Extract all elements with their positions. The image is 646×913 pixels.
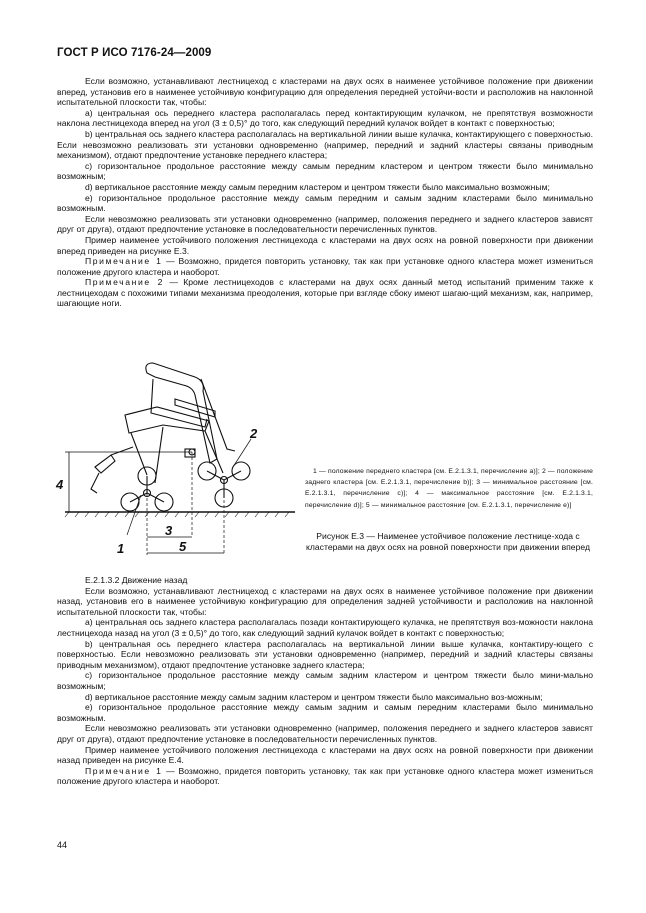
legend-text: 1 — положение переднего кластера [см. Е.2.1.3.1, перечисление а)]; 2 — положение заднего кластера [см. Е.2.1.3.1, перечисление b)]; 3 — минимальное расстояние [см. Е.2.1.3.1, перечисление c)]; 4 — максимальное расстояние [см. Е.2.1.3.1, перечисление d)]; 5 — минимальное расстояние [см. Е.2.1.3.1, перечисление e)] [305,468,593,509]
paragraph: Пример наименее устойчивого положения лестницехода с кластерами на двух осях на ровной поверхности при движении вперед приведен на рисунке Е.3. [57,234,593,256]
paragraph: Пример наименее устойчивого положения лестницехода с кластерами на двух осях на ровной поверхности при движении назад приведен на рисунке Е.4. [57,744,593,766]
wheelchair-handle [201,379,235,451]
figure-label-5: 5 [179,539,187,554]
rear-cluster-arms [207,471,241,498]
wheelchair-seat [151,379,207,427]
figure-label-3: 3 [165,523,173,538]
stair-climber-figure [55,355,300,563]
paragraph: Если возможно, устанавливают лестницеход с кластерами на двух осях в наименее устойчивое положение при движении вперед, установив его в наименее устойчивую конфигурацию для определения передней устойчи-вости и расположив на наклонной испытательной плоскости так, чтобы: [57,76,593,108]
paragraph: а) центральная ось переднего кластера располагалась перед контактирующим кулачком, не препятствуя возможности наклона лестницехода вперед на угол (3 ± 0,5)° до того, как следующий передний кулачок войдет в контакт с поверхностью; [57,107,593,129]
paragraph: b) центральная ось заднего кластера располагалась на вертикальной линии выше кулачка, контактирующего с поверхностью. Если невозможно реализовать эти установки одновременно (например, передний и задний кластеры связаны приводным механизмом), отдают предпочтение установке переднего кластера; [57,128,593,161]
leader-1 [127,495,141,535]
paragraph: e) горизонтальное продольное расстояние между самым задним и самым передним кластерами было минимально возможным. [57,702,593,723]
note-text: — Возможно, придется повторить установку, так как при установке одного кластера может измениться положение другого кластера и наоборот. [57,765,593,787]
note-text: — Возможно, придется повторить установку, так как при установке одного кластера может измениться положение другого кластера и наоборот. [57,256,593,277]
note-label: Примечание 2 [85,277,165,288]
paragraph: а) центральная ось заднего кластера располагалась позади контактирующего кулачка, не препятствуя воз-можности наклона лестницехода назад на угол (3 ± 0,5)° до того, как следующий задний кулачок войдет в контакт с поверхностью; [57,617,593,638]
paragraph: c) горизонтальное продольное расстояние между самым передним кластером и центром тяжести было минимально возможным; [57,160,593,182]
paragraph: d) вертикальное расстояние между самым задним кластером и центром тяжести было максимально воз-можным; [85,691,543,702]
figure-legend [305,466,593,511]
wheelchair-legrest [91,473,99,493]
note-label: Примечание 1 [85,256,163,267]
figure-label-2: 2 [250,426,258,441]
figure-label-1: 1 [117,541,125,556]
figure-caption: Рисунок Е.3 — Наименее устойчивое положение лестнице-хода с кластерами на двух осях на ровной поверхности при движении вперед [306,531,590,552]
page-number: 44 [57,840,68,850]
paragraph: Если невозможно реализовать эти установки одновременно (например, положения переднего и заднего кластеров зависят друг от друга), отдают предпочтение установке в последовательности перечисленных пунктов. [57,213,593,235]
document-header: ГОСТ Р ИСО 7176-24—2009 [57,47,212,59]
paragraph: Если невозможно реализовать эти установки одновременно (например, положения переднего и заднего кластеров зависят друг от друга), отдают предпочтение установке в последовательности перечисленных пунктов. [57,723,593,744]
note-text: — Кроме лестницеходов с кластерами на двух осях данный метод испытаний применим также к лестницеходам с похожими типами механизма преодоления, которые при взгляде сбоку имеют шагаю-щий механизм, как, например, шагающие ноги. [57,277,594,309]
section-heading: Е.2.1.3.2 Движение назад [85,575,188,585]
backward-section [57,575,593,787]
note-label: Примечание 1 [85,765,163,776]
paragraph: Если возможно, устанавливают лестницеход с кластерами на двух осях в наименее устойчивое положение при движении назад, установив его в наименее устойчивую конфигурацию для определения задней устойчивости и расположив на наклонной испытательной плоскости так, чтобы: [57,585,593,617]
figure-label-4: 4 [56,477,64,492]
wheelchair-frame [131,427,223,483]
paragraph: e) горизонтальное продольное расстояние между самым передним и самым задним кластерами было минимально возможным. [57,192,593,214]
paragraph: b) центральная ось переднего кластера располагалась на вертикальной линии выше кулачка, контактиру-ющего с поверхностью. Если невозможно реализовать эти установки одновременно (например, передний и задний кластеры связаны приводным механизмом), отдают предпочтение установке заднего кластера; [57,638,593,670]
wheelchair-footrest [95,447,133,473]
wheelchair-backrest [146,363,217,463]
leader-2 [233,439,251,467]
forward-section [57,76,593,309]
note-1 [57,766,593,787]
note-2 [57,277,593,309]
paragraph: c) горизонтальное продольное расстояние между самым задним кластером и центром тяжести было мини-мально возможным; [57,670,593,691]
paragraph: d) вертикальное расстояние между самым передним кластером и центром тяжести было максимально возможным; [85,181,550,192]
note-1 [57,256,593,277]
